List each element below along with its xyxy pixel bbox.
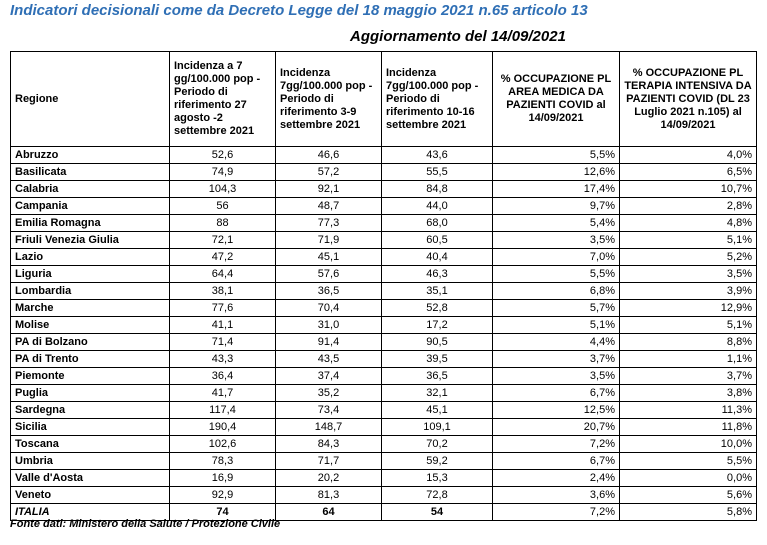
cell-area-medica: 5,1% xyxy=(493,317,620,334)
cell-terapia-intensiva: 8,8% xyxy=(620,334,757,351)
cell-region: Basilicata xyxy=(11,164,170,181)
cell-incidenza-3-9: 35,2 xyxy=(276,385,382,402)
cell-incidenza-3-9: 36,5 xyxy=(276,283,382,300)
cell-incidenza-3-9: 77,3 xyxy=(276,215,382,232)
cell-incidenza-3-9: 46,6 xyxy=(276,147,382,164)
cell-area-medica: 9,7% xyxy=(493,198,620,215)
cell-region: PA di Bolzano xyxy=(11,334,170,351)
cell-incidenza-3-9: 71,7 xyxy=(276,453,382,470)
cell-incidenza-27ago: 56 xyxy=(170,198,276,215)
cell-incidenza-10-16: 39,5 xyxy=(382,351,493,368)
table-row xyxy=(11,147,757,164)
cell-terapia-intensiva: 5,6% xyxy=(620,487,757,504)
cell-terapia-intensiva: 10,7% xyxy=(620,181,757,198)
table-row xyxy=(11,164,757,181)
cell-terapia-intensiva: 10,0% xyxy=(620,436,757,453)
cell-region: Molise xyxy=(11,317,170,334)
cell-incidenza-3-9: 84,3 xyxy=(276,436,382,453)
indicators-table xyxy=(10,51,757,521)
cell-region: Valle d'Aosta xyxy=(11,470,170,487)
cell-area-medica: 3,5% xyxy=(493,368,620,385)
header-row xyxy=(11,52,757,147)
cell-terapia-intensiva: 11,3% xyxy=(620,402,757,419)
cell-incidenza-27ago: 71,4 xyxy=(170,334,276,351)
table-row xyxy=(11,419,757,436)
table-row xyxy=(11,351,757,368)
cell-area-medica: 20,7% xyxy=(493,419,620,436)
cell-incidenza-3-9: 37,4 xyxy=(276,368,382,385)
cell-region: Veneto xyxy=(11,487,170,504)
cell-incidenza-3-9: 57,6 xyxy=(276,266,382,283)
cell-incidenza-27ago: 190,4 xyxy=(170,419,276,436)
cell-area-medica: 12,5% xyxy=(493,402,620,419)
col-header-incidenza-3-9: Incidenza 7gg/100.000 pop - Periodo di riferimento 3-9 settembre 2021 xyxy=(276,52,382,147)
cell-incidenza-27ago: 36,4 xyxy=(170,368,276,385)
cell-area-medica: 6,7% xyxy=(493,385,620,402)
cell-incidenza-3-9: 64 xyxy=(276,504,382,521)
cell-region: ITALIA xyxy=(11,504,170,521)
cell-incidenza-10-16: 44,0 xyxy=(382,198,493,215)
cell-incidenza-10-16: 54 xyxy=(382,504,493,521)
cell-incidenza-27ago: 77,6 xyxy=(170,300,276,317)
cell-incidenza-3-9: 81,3 xyxy=(276,487,382,504)
cell-area-medica: 7,2% xyxy=(493,504,620,521)
cell-area-medica: 5,4% xyxy=(493,215,620,232)
cell-region: Friuli Venezia Giulia xyxy=(11,232,170,249)
cell-terapia-intensiva: 5,5% xyxy=(620,453,757,470)
cell-region: Piemonte xyxy=(11,368,170,385)
cell-incidenza-10-16: 109,1 xyxy=(382,419,493,436)
cell-incidenza-10-16: 84,8 xyxy=(382,181,493,198)
table-row xyxy=(11,385,757,402)
cell-incidenza-10-16: 59,2 xyxy=(382,453,493,470)
cell-incidenza-27ago: 78,3 xyxy=(170,453,276,470)
table-row xyxy=(11,266,757,283)
col-header-area-medica: % OCCUPAZIONE PL AREA MEDICA DA PAZIENTI COVID al 14/09/2021 xyxy=(493,52,620,147)
table-row xyxy=(11,232,757,249)
cell-incidenza-27ago: 16,9 xyxy=(170,470,276,487)
cell-incidenza-3-9: 20,2 xyxy=(276,470,382,487)
table-row xyxy=(11,453,757,470)
cell-incidenza-10-16: 36,5 xyxy=(382,368,493,385)
cell-incidenza-10-16: 70,2 xyxy=(382,436,493,453)
cell-incidenza-27ago: 92,9 xyxy=(170,487,276,504)
cell-region: Sicilia xyxy=(11,419,170,436)
cell-incidenza-27ago: 47,2 xyxy=(170,249,276,266)
cell-terapia-intensiva: 11,8% xyxy=(620,419,757,436)
cell-incidenza-10-16: 90,5 xyxy=(382,334,493,351)
table-row xyxy=(11,487,757,504)
data-source: Fonte dati: Ministero della Salute / Protezione Civile xyxy=(10,518,281,530)
table-row xyxy=(11,215,757,232)
cell-region: Puglia xyxy=(11,385,170,402)
cell-area-medica: 5,5% xyxy=(493,147,620,164)
cell-area-medica: 7,2% xyxy=(493,436,620,453)
cell-terapia-intensiva: 1,1% xyxy=(620,351,757,368)
table-row xyxy=(11,470,757,487)
cell-incidenza-3-9: 71,9 xyxy=(276,232,382,249)
table-row xyxy=(11,334,757,351)
cell-incidenza-3-9: 48,7 xyxy=(276,198,382,215)
cell-terapia-intensiva: 3,9% xyxy=(620,283,757,300)
cell-terapia-intensiva: 5,8% xyxy=(620,504,757,521)
cell-incidenza-10-16: 35,1 xyxy=(382,283,493,300)
cell-terapia-intensiva: 4,0% xyxy=(620,147,757,164)
cell-terapia-intensiva: 12,9% xyxy=(620,300,757,317)
cell-area-medica: 5,5% xyxy=(493,266,620,283)
cell-region: Umbria xyxy=(11,453,170,470)
cell-region: Liguria xyxy=(11,266,170,283)
cell-incidenza-3-9: 148,7 xyxy=(276,419,382,436)
update-date: Aggiornamento del 14/09/2021 xyxy=(350,28,566,45)
cell-area-medica: 3,7% xyxy=(493,351,620,368)
cell-terapia-intensiva: 5,1% xyxy=(620,317,757,334)
cell-incidenza-27ago: 88 xyxy=(170,215,276,232)
cell-incidenza-27ago: 38,1 xyxy=(170,283,276,300)
table-body xyxy=(11,147,757,521)
table-row xyxy=(11,198,757,215)
table-row xyxy=(11,300,757,317)
cell-incidenza-3-9: 91,4 xyxy=(276,334,382,351)
table-row xyxy=(11,283,757,300)
cell-incidenza-10-16: 32,1 xyxy=(382,385,493,402)
cell-incidenza-10-16: 52,8 xyxy=(382,300,493,317)
col-header-incidenza-27ago: Incidenza a 7 gg/100.000 pop - Periodo di riferimento 27 agosto -2 settembre 2021 xyxy=(170,52,276,147)
table-row xyxy=(11,436,757,453)
cell-incidenza-10-16: 40,4 xyxy=(382,249,493,266)
cell-incidenza-27ago: 74 xyxy=(170,504,276,521)
cell-region: Lazio xyxy=(11,249,170,266)
cell-incidenza-27ago: 43,3 xyxy=(170,351,276,368)
cell-incidenza-27ago: 64,4 xyxy=(170,266,276,283)
cell-area-medica: 5,7% xyxy=(493,300,620,317)
cell-region: Toscana xyxy=(11,436,170,453)
cell-terapia-intensiva: 5,1% xyxy=(620,232,757,249)
cell-incidenza-10-16: 72,8 xyxy=(382,487,493,504)
table-row xyxy=(11,249,757,266)
cell-area-medica: 6,7% xyxy=(493,453,620,470)
cell-incidenza-3-9: 45,1 xyxy=(276,249,382,266)
cell-terapia-intensiva: 0,0% xyxy=(620,470,757,487)
cell-area-medica: 3,6% xyxy=(493,487,620,504)
cell-region: Abruzzo xyxy=(11,147,170,164)
cell-terapia-intensiva: 2,8% xyxy=(620,198,757,215)
cell-incidenza-27ago: 41,1 xyxy=(170,317,276,334)
col-header-incidenza-10-16: Incidenza 7gg/100.000 pop - Periodo di riferimento 10-16 settembre 2021 xyxy=(382,52,493,147)
cell-area-medica: 3,5% xyxy=(493,232,620,249)
cell-region: Campania xyxy=(11,198,170,215)
cell-terapia-intensiva: 4,8% xyxy=(620,215,757,232)
cell-region: Emilia Romagna xyxy=(11,215,170,232)
cell-incidenza-27ago: 72,1 xyxy=(170,232,276,249)
cell-region: Calabria xyxy=(11,181,170,198)
table-row xyxy=(11,317,757,334)
cell-region: PA di Trento xyxy=(11,351,170,368)
cell-incidenza-10-16: 17,2 xyxy=(382,317,493,334)
cell-area-medica: 4,4% xyxy=(493,334,620,351)
cell-area-medica: 12,6% xyxy=(493,164,620,181)
cell-region: Marche xyxy=(11,300,170,317)
cell-incidenza-10-16: 55,5 xyxy=(382,164,493,181)
cell-incidenza-10-16: 43,6 xyxy=(382,147,493,164)
cell-incidenza-10-16: 60,5 xyxy=(382,232,493,249)
col-header-terapia-intensiva: % OCCUPAZIONE PL TERAPIA INTENSIVA DA PAZIENTI COVID (DL 23 Luglio 2021 n.105) al 14/09/2021 xyxy=(620,52,757,147)
cell-terapia-intensiva: 3,8% xyxy=(620,385,757,402)
col-header-regione: Regione xyxy=(11,52,170,147)
cell-terapia-intensiva: 5,2% xyxy=(620,249,757,266)
cell-incidenza-3-9: 92,1 xyxy=(276,181,382,198)
cell-incidenza-3-9: 31,0 xyxy=(276,317,382,334)
cell-area-medica: 7,0% xyxy=(493,249,620,266)
cell-incidenza-10-16: 45,1 xyxy=(382,402,493,419)
page-title: Indicatori decisionali come da Decreto Legge del 18 maggio 2021 n.65 articolo 13 xyxy=(10,2,588,19)
cell-incidenza-3-9: 70,4 xyxy=(276,300,382,317)
cell-region: Sardegna xyxy=(11,402,170,419)
cell-terapia-intensiva: 6,5% xyxy=(620,164,757,181)
cell-incidenza-27ago: 52,6 xyxy=(170,147,276,164)
cell-terapia-intensiva: 3,7% xyxy=(620,368,757,385)
cell-incidenza-10-16: 46,3 xyxy=(382,266,493,283)
cell-incidenza-27ago: 41,7 xyxy=(170,385,276,402)
cell-area-medica: 6,8% xyxy=(493,283,620,300)
table-row xyxy=(11,402,757,419)
cell-incidenza-27ago: 102,6 xyxy=(170,436,276,453)
cell-incidenza-27ago: 74,9 xyxy=(170,164,276,181)
table-row xyxy=(11,368,757,385)
cell-incidenza-3-9: 43,5 xyxy=(276,351,382,368)
cell-area-medica: 17,4% xyxy=(493,181,620,198)
table-row xyxy=(11,181,757,198)
cell-terapia-intensiva: 3,5% xyxy=(620,266,757,283)
cell-incidenza-10-16: 15,3 xyxy=(382,470,493,487)
cell-incidenza-3-9: 57,2 xyxy=(276,164,382,181)
cell-incidenza-10-16: 68,0 xyxy=(382,215,493,232)
cell-region: Lombardia xyxy=(11,283,170,300)
cell-incidenza-27ago: 117,4 xyxy=(170,402,276,419)
cell-incidenza-27ago: 104,3 xyxy=(170,181,276,198)
cell-incidenza-3-9: 73,4 xyxy=(276,402,382,419)
cell-area-medica: 2,4% xyxy=(493,470,620,487)
